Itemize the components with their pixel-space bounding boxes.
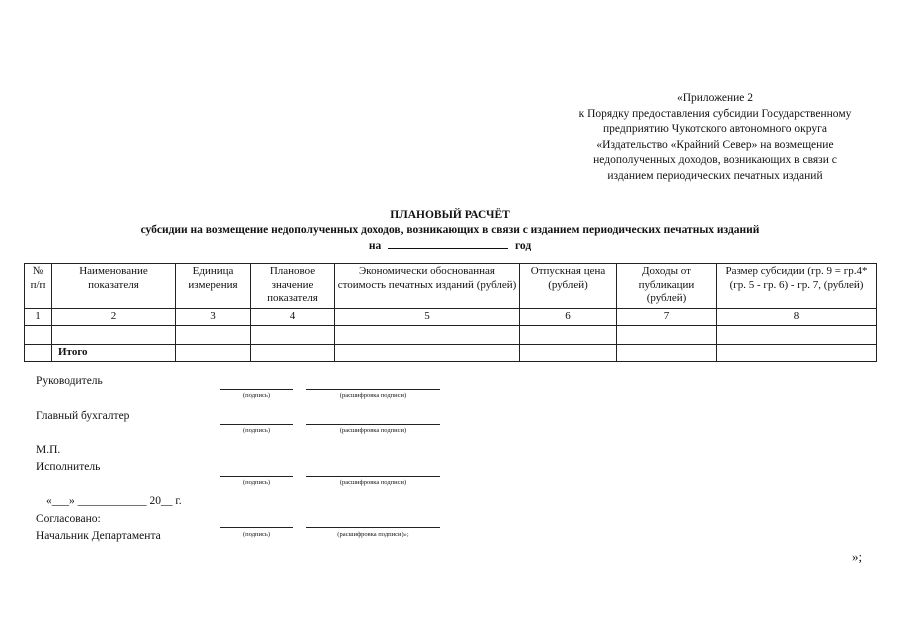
table-cell bbox=[617, 325, 717, 344]
column-number-row bbox=[25, 309, 877, 326]
table-cell bbox=[717, 325, 877, 344]
signature-caption: (подпись) bbox=[243, 479, 270, 486]
table-cell bbox=[176, 344, 251, 361]
appendix-line: предприятию Чукотского автономного округа bbox=[603, 123, 827, 135]
document-title: ПЛАНОВЫЙ РАСЧЁТ bbox=[390, 209, 510, 221]
table-row bbox=[25, 325, 877, 344]
accountant-decoding-line bbox=[306, 424, 440, 425]
column-header: Экономически обоснованная стоимость печатных изданий (рублей) bbox=[335, 264, 520, 309]
closing-quote-mark: »; bbox=[852, 549, 863, 564]
column-number: 7 bbox=[617, 309, 717, 326]
column-header: Доходы от публикации (рублей) bbox=[617, 264, 717, 309]
column-number: 2 bbox=[52, 309, 176, 326]
table-header-row bbox=[25, 264, 877, 309]
column-header: Размер субсидии (гр. 9 = гр.4*(гр. 5 - гр. 6) - гр. 7, (рублей) bbox=[717, 264, 877, 309]
appendix-line: «Приложение 2 bbox=[676, 92, 754, 104]
appendix-line: недополученных доходов, возникающих в связи с bbox=[593, 154, 837, 166]
column-header: Наименование показателя bbox=[52, 264, 176, 309]
year-line bbox=[24, 238, 876, 254]
total-label: Итого bbox=[52, 344, 176, 361]
date-line: «___» ____________ 20__ г. bbox=[46, 495, 182, 507]
decoding-caption: (расшифровка подписи) bbox=[339, 427, 407, 434]
column-number: 1 bbox=[25, 309, 52, 326]
decoding-caption: (расшифровка подписи) bbox=[339, 392, 407, 399]
table-cell bbox=[717, 344, 877, 361]
agreed-label: Согласовано: bbox=[36, 513, 101, 525]
table-cell bbox=[251, 325, 335, 344]
calculation-table bbox=[24, 263, 877, 362]
decoding-caption: (расшифровка подписи) bbox=[339, 479, 407, 486]
total-row bbox=[25, 344, 877, 361]
column-number: 8 bbox=[717, 309, 877, 326]
column-number: 6 bbox=[520, 309, 617, 326]
table-cell bbox=[335, 325, 520, 344]
document-title-block bbox=[24, 208, 876, 254]
table-cell bbox=[251, 344, 335, 361]
department-decoding-line bbox=[306, 527, 440, 528]
accountant-label: Главный бухгалтер bbox=[36, 410, 130, 422]
column-header: № п/п bbox=[25, 264, 52, 309]
year-blank bbox=[388, 238, 508, 249]
table-cell bbox=[176, 325, 251, 344]
appendix-header bbox=[540, 91, 890, 184]
head-decoding-line bbox=[306, 389, 440, 390]
appendix-line: «Издательство «Крайний Север» на возмещение bbox=[596, 138, 834, 151]
executor-label: Исполнитель bbox=[36, 461, 101, 473]
table-cell bbox=[617, 344, 717, 361]
table-cell bbox=[52, 325, 176, 344]
column-number: 3 bbox=[176, 309, 251, 326]
accountant-signature-line bbox=[220, 424, 293, 425]
table-cell bbox=[25, 344, 52, 361]
signature-caption: (подпись) bbox=[243, 531, 270, 538]
table-cell bbox=[335, 344, 520, 361]
document-subtitle: субсидии на возмещение недополученных доходов, возникающих в связи с изданием периодических печатных изданий bbox=[140, 224, 760, 236]
column-header: Отпускная цена (рублей) bbox=[520, 264, 617, 309]
stamp-label: М.П. bbox=[36, 444, 61, 456]
column-number: 4 bbox=[251, 309, 335, 326]
department-head-label: Начальник Департамента bbox=[36, 530, 161, 542]
column-header: Единица измерения bbox=[176, 264, 251, 309]
column-header: Плановое значение показателя bbox=[251, 264, 335, 309]
head-label: Руководитель bbox=[36, 375, 103, 387]
appendix-line: к Порядку предоставления субсидии Государственному bbox=[578, 107, 852, 120]
table-cell bbox=[25, 325, 52, 344]
signature-caption: (подпись) bbox=[243, 427, 270, 434]
appendix-line: изданием периодических печатных изданий bbox=[607, 169, 823, 182]
signature-caption: (подпись) bbox=[243, 392, 270, 399]
department-signature-line bbox=[220, 527, 293, 528]
executor-signature-line bbox=[220, 476, 293, 477]
executor-decoding-line bbox=[306, 476, 440, 477]
year-suffix: год bbox=[514, 240, 532, 252]
decoding-caption-final: (расшифровка подписи)»; bbox=[337, 531, 409, 538]
column-number: 5 bbox=[335, 309, 520, 326]
head-signature-line bbox=[220, 389, 293, 390]
table-cell bbox=[520, 325, 617, 344]
year-prefix: на bbox=[368, 240, 382, 252]
table-cell bbox=[520, 344, 617, 361]
